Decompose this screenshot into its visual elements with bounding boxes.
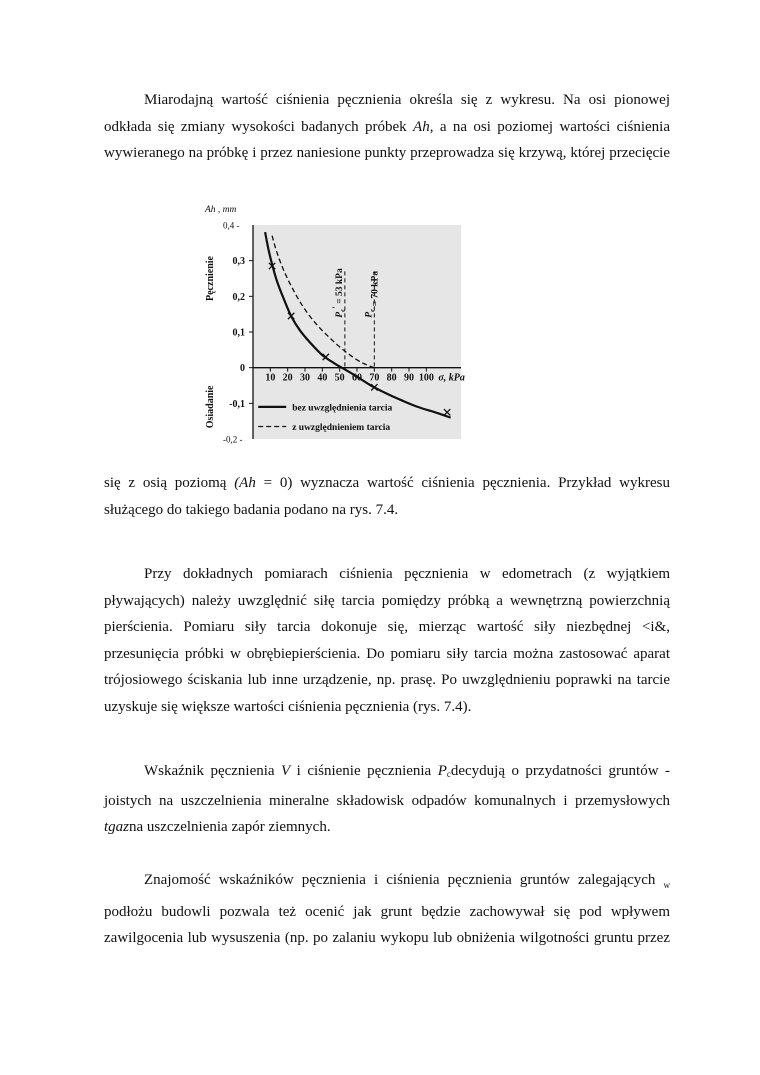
annotation-subscript: c <box>368 308 377 312</box>
paragraph-3-line-1: Przy dokładnych pomiarach ciśnienia pęcznienia w edometrach (z wyjątkiem <box>144 566 670 582</box>
p4-symbol-v: V <box>281 763 291 779</box>
paragraph-3-line-6: uzyskuje się większe wartości ciśnienia pęcznienia (rys. 7.4). <box>104 698 472 715</box>
paragraph-2 <box>104 470 670 523</box>
p4-text-rest: na uszczelnienia zapór ziemnych. <box>129 819 331 835</box>
x-tick-label: 90 <box>404 372 414 384</box>
y-tick-label: 0,3 <box>232 256 245 268</box>
p4-subscript-c: c <box>446 769 451 779</box>
legend-label-dashed: z uwzględnieniem tarcia <box>292 423 391 434</box>
swelling-chart <box>195 196 475 450</box>
y-tick-label: -0,1 <box>229 398 245 410</box>
paragraph-3-line-5: trójosiowego ściskania lub inne urządzenie, np. prasę. Po uwzględnieniu poprawki na tarcie <box>104 672 670 688</box>
p4-symbol-p: P <box>437 763 447 779</box>
paragraph-2-line-1 <box>104 470 670 497</box>
paragraph-5 <box>104 867 670 952</box>
y-tick-label: 0,4 - <box>223 220 240 231</box>
paragraph-4-line-2: joistych na uszczelnienia mineralne składowisk odpadów komunalnych i przemysłowych <box>104 792 670 809</box>
annotation-value: = 70 kPa <box>370 270 381 309</box>
y-axis-label: Ah , mm <box>205 205 237 215</box>
paragraph-3 <box>104 561 670 720</box>
x-tick-label: 70 <box>369 372 380 384</box>
y-label-swelling: Pęcznienie <box>205 256 216 301</box>
line-2-rest: , a na osi poziomej wartości ciśnienia <box>429 118 670 135</box>
paragraph-1-line-2 <box>104 114 670 141</box>
y-tick-label: -0,2 - <box>223 434 243 445</box>
paragraph-5-line-2: podłożu budowli pozwala też ocenić jak grunt będzie zachowywał się pod wpływem <box>104 903 670 920</box>
paragraph-1-line-1: Miarodajną wartość ciśnienia pęcznienia określa się z wykresu. Na osi pionowej <box>144 92 670 108</box>
paragraph-5-line-1 <box>104 867 670 899</box>
paragraph-3-line-4: przesunięcia próbki w obrębiepierścienia. Do pomiaru siły tarcia można zastosować aparat <box>104 645 670 662</box>
x-tick-label: 50 <box>334 372 345 384</box>
paragraph-4 <box>104 758 670 841</box>
y-tick-label: 0 <box>240 363 245 375</box>
paragraph-4-line-3 <box>104 814 670 841</box>
x-axis-label: σ, kPa <box>438 372 465 384</box>
legend-label-solid: bez uwzględnienia tarcia <box>292 403 393 414</box>
p5-text-a: Znajomość wskaźników pęcznienia i ciśnienia pęcznienia gruntów zalegających <box>144 872 656 888</box>
paragraph-1 <box>104 87 670 167</box>
chart-svg <box>195 196 475 450</box>
x-tick-label: 60 <box>352 372 362 384</box>
paragraph-4-line-1 <box>104 758 670 788</box>
paragraph-3-line-2: pływających) należy uwzględnić siłę tarcia pomiędzy próbką a wewnętrzną powierzchnią <box>104 592 670 609</box>
paragraph-5-line-3: zawilgocenia lub wysuszenia (np. po zalaniu wykopu lub obniżenia wilgotności gruntu przez <box>104 930 670 946</box>
x-tick-label: 20 <box>282 372 293 384</box>
y-tick-label: 0,1 <box>232 327 245 339</box>
x-tick-label: 30 <box>300 372 310 384</box>
x-tick-label: 100 <box>418 372 434 384</box>
paragraph-2-line-2: służącego do takiego badania podano na rys. 7.4. <box>104 501 399 518</box>
p2-text-c: = 0) wyznacza wartość ciśnienia pęcznienia. Przykład wykresu <box>255 475 670 491</box>
line-2-text: odkłada się zmiany wysokości badanych próbek <box>104 118 414 135</box>
annotation-subscript: c <box>338 308 347 312</box>
annotation-prime: ′ <box>331 306 342 309</box>
p2-ah-symbol: (Ah <box>234 475 256 491</box>
p4-text-a: Wskaźnik pęcznienia <box>144 763 282 779</box>
paragraph-1-line-3: wywieranego na próbkę i przez naniesione punkty przeprowadza się krzywą, której przecięcie <box>104 145 670 161</box>
annotation-value: = 53 kPa <box>334 268 345 307</box>
x-tick-label: 80 <box>386 372 397 384</box>
y-label-settlement: Osiadanie <box>205 385 216 429</box>
annotation-symbol: P <box>364 311 375 318</box>
ah-symbol: Ah <box>413 118 430 135</box>
p2-text-a: się z osią poziomą <box>104 475 235 491</box>
p4-text-b: i ciśnienie pęcznienia <box>290 763 438 779</box>
annotation-symbol: P <box>334 311 345 318</box>
x-tick-label: 40 <box>317 372 328 384</box>
x-tick-label: 10 <box>265 372 276 384</box>
p4-italic-word: tgaz <box>104 819 130 835</box>
y-tick-label: 0,2 <box>232 291 245 303</box>
p4-text-c: decydują o przydatności gruntów - <box>450 763 670 779</box>
paragraph-3-line-3: pierścienia. Pomiaru siły tarcia dokonuje się, mierząc wartość siły niezbędnej <i&, <box>104 619 670 635</box>
p5-small-w: w <box>663 880 670 890</box>
